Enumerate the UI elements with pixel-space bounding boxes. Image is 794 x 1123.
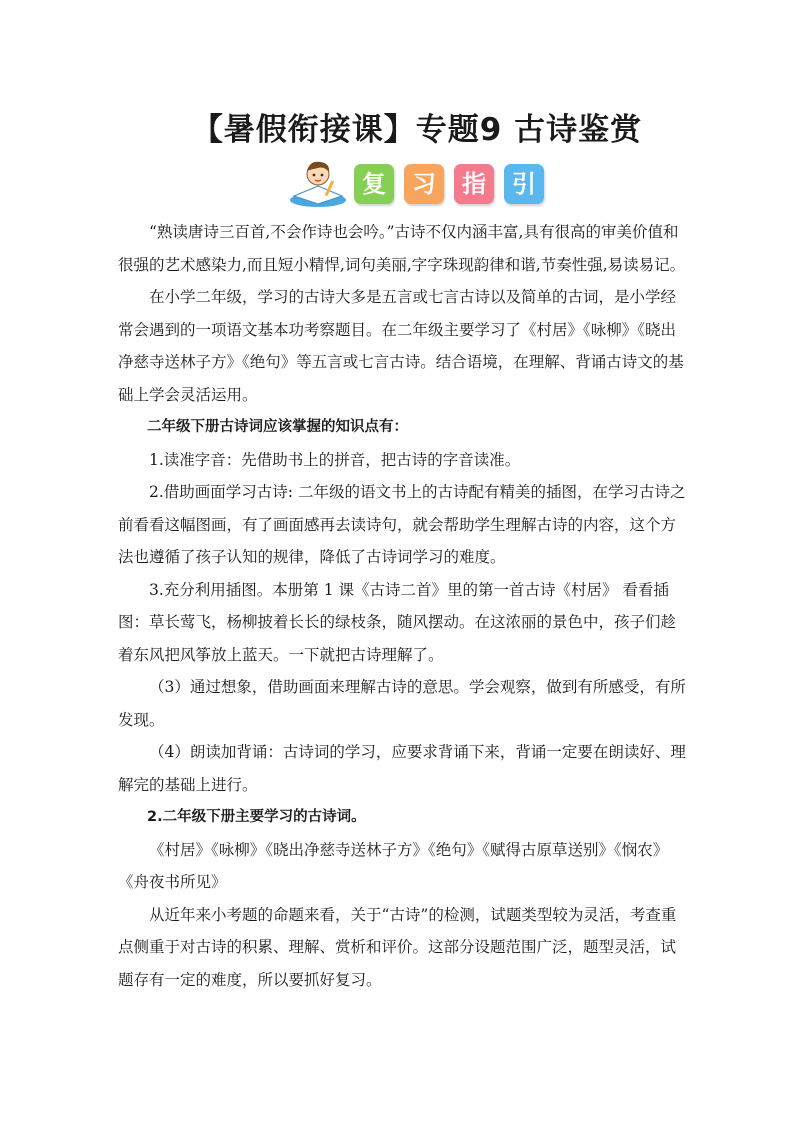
review-guide-banner bbox=[288, 156, 548, 208]
poems-list-heading: 2.二年级下册主要学习的古诗词。 bbox=[147, 809, 366, 825]
paragraph-intro: “熟读唐诗三百首,不会作诗也会吟。”古诗不仅内涵丰富,具有很高的审美价值和很强的艺术感染力,而且短小精悍,词句美丽,字字珠现韵律和谐,节奏性强,易读易记。 bbox=[118, 223, 686, 274]
point-imagination: （3）通过想象，借助画面来理解古诗的意思。学会观察，做到有所感受，有所发现。 bbox=[118, 678, 686, 729]
badge-xi: 习 bbox=[404, 164, 444, 204]
badge-fu: 复 bbox=[354, 164, 394, 204]
article-body bbox=[118, 216, 688, 996]
paragraph-grade2: 在小学二年级，学习的古诗大多是五言或七言古诗以及简单的古词，是小学经常会遇到的一项语文基本功考察题目。在二年级主要学习了《村居》《咏柳》《晓出净慈寺送林子方》《绝句》等五言或七言古诗。结合语境，在理解、背诵古诗文的基础上学会灵活运用。 bbox=[118, 288, 684, 404]
point-2: 2.借助画面学习古诗: 二年级的语文书上的古诗配有精美的插图，在学习古诗之前看看这幅图画，有了画面感再去读诗句，就会帮助学生理解古诗的内容，这个方法也遵循了孩子认知的规律，降低了古诗词学习的难度。 bbox=[118, 483, 686, 566]
page-title: 【暑假衔接课】专题9 古诗鉴赏 bbox=[191, 112, 643, 148]
badge-zhi: 指 bbox=[454, 164, 494, 204]
badge-yin: 引 bbox=[504, 164, 544, 204]
poems-list: 《村居》《咏柳》《晓出净慈寺送林子方》《绝句》《赋得古原草送别》《悯农》《舟夜书所见》 bbox=[118, 840, 669, 891]
point-1: 1.读准字音：先借助书上的拼音，把古诗的字音读准。 bbox=[149, 450, 521, 469]
point-recitation: （4）朗读加背诵：古诗词的学习，应要求背诵下来，背诵一定要在朗读好、理解完的基础上进行。 bbox=[118, 743, 686, 794]
paragraph-exam: 从近年来小考题的命题来看，关于“古诗”的检测，试题类型较为灵活，考查重点侧重于对古诗的积累、理解、赏析和评价。这部分设题范围广泛，题型灵活，试题存有一定的难度，所以要抓好复习。 bbox=[118, 905, 677, 989]
point-3: 3.充分利用插图。本册第 1 课《古诗二首》里的第一首古诗《村居》 看看插图：草长莺飞，杨柳披着长长的绿枝条，随风摆动。在这浓丽的景色中，孩子们趁着东风把风筝放上蓝天。一下就把古诗理解了。 bbox=[118, 580, 677, 664]
student-reading-icon bbox=[288, 156, 348, 208]
knowledge-points-heading: 二年级下册古诗词应该掌握的知识点有： bbox=[147, 419, 408, 435]
